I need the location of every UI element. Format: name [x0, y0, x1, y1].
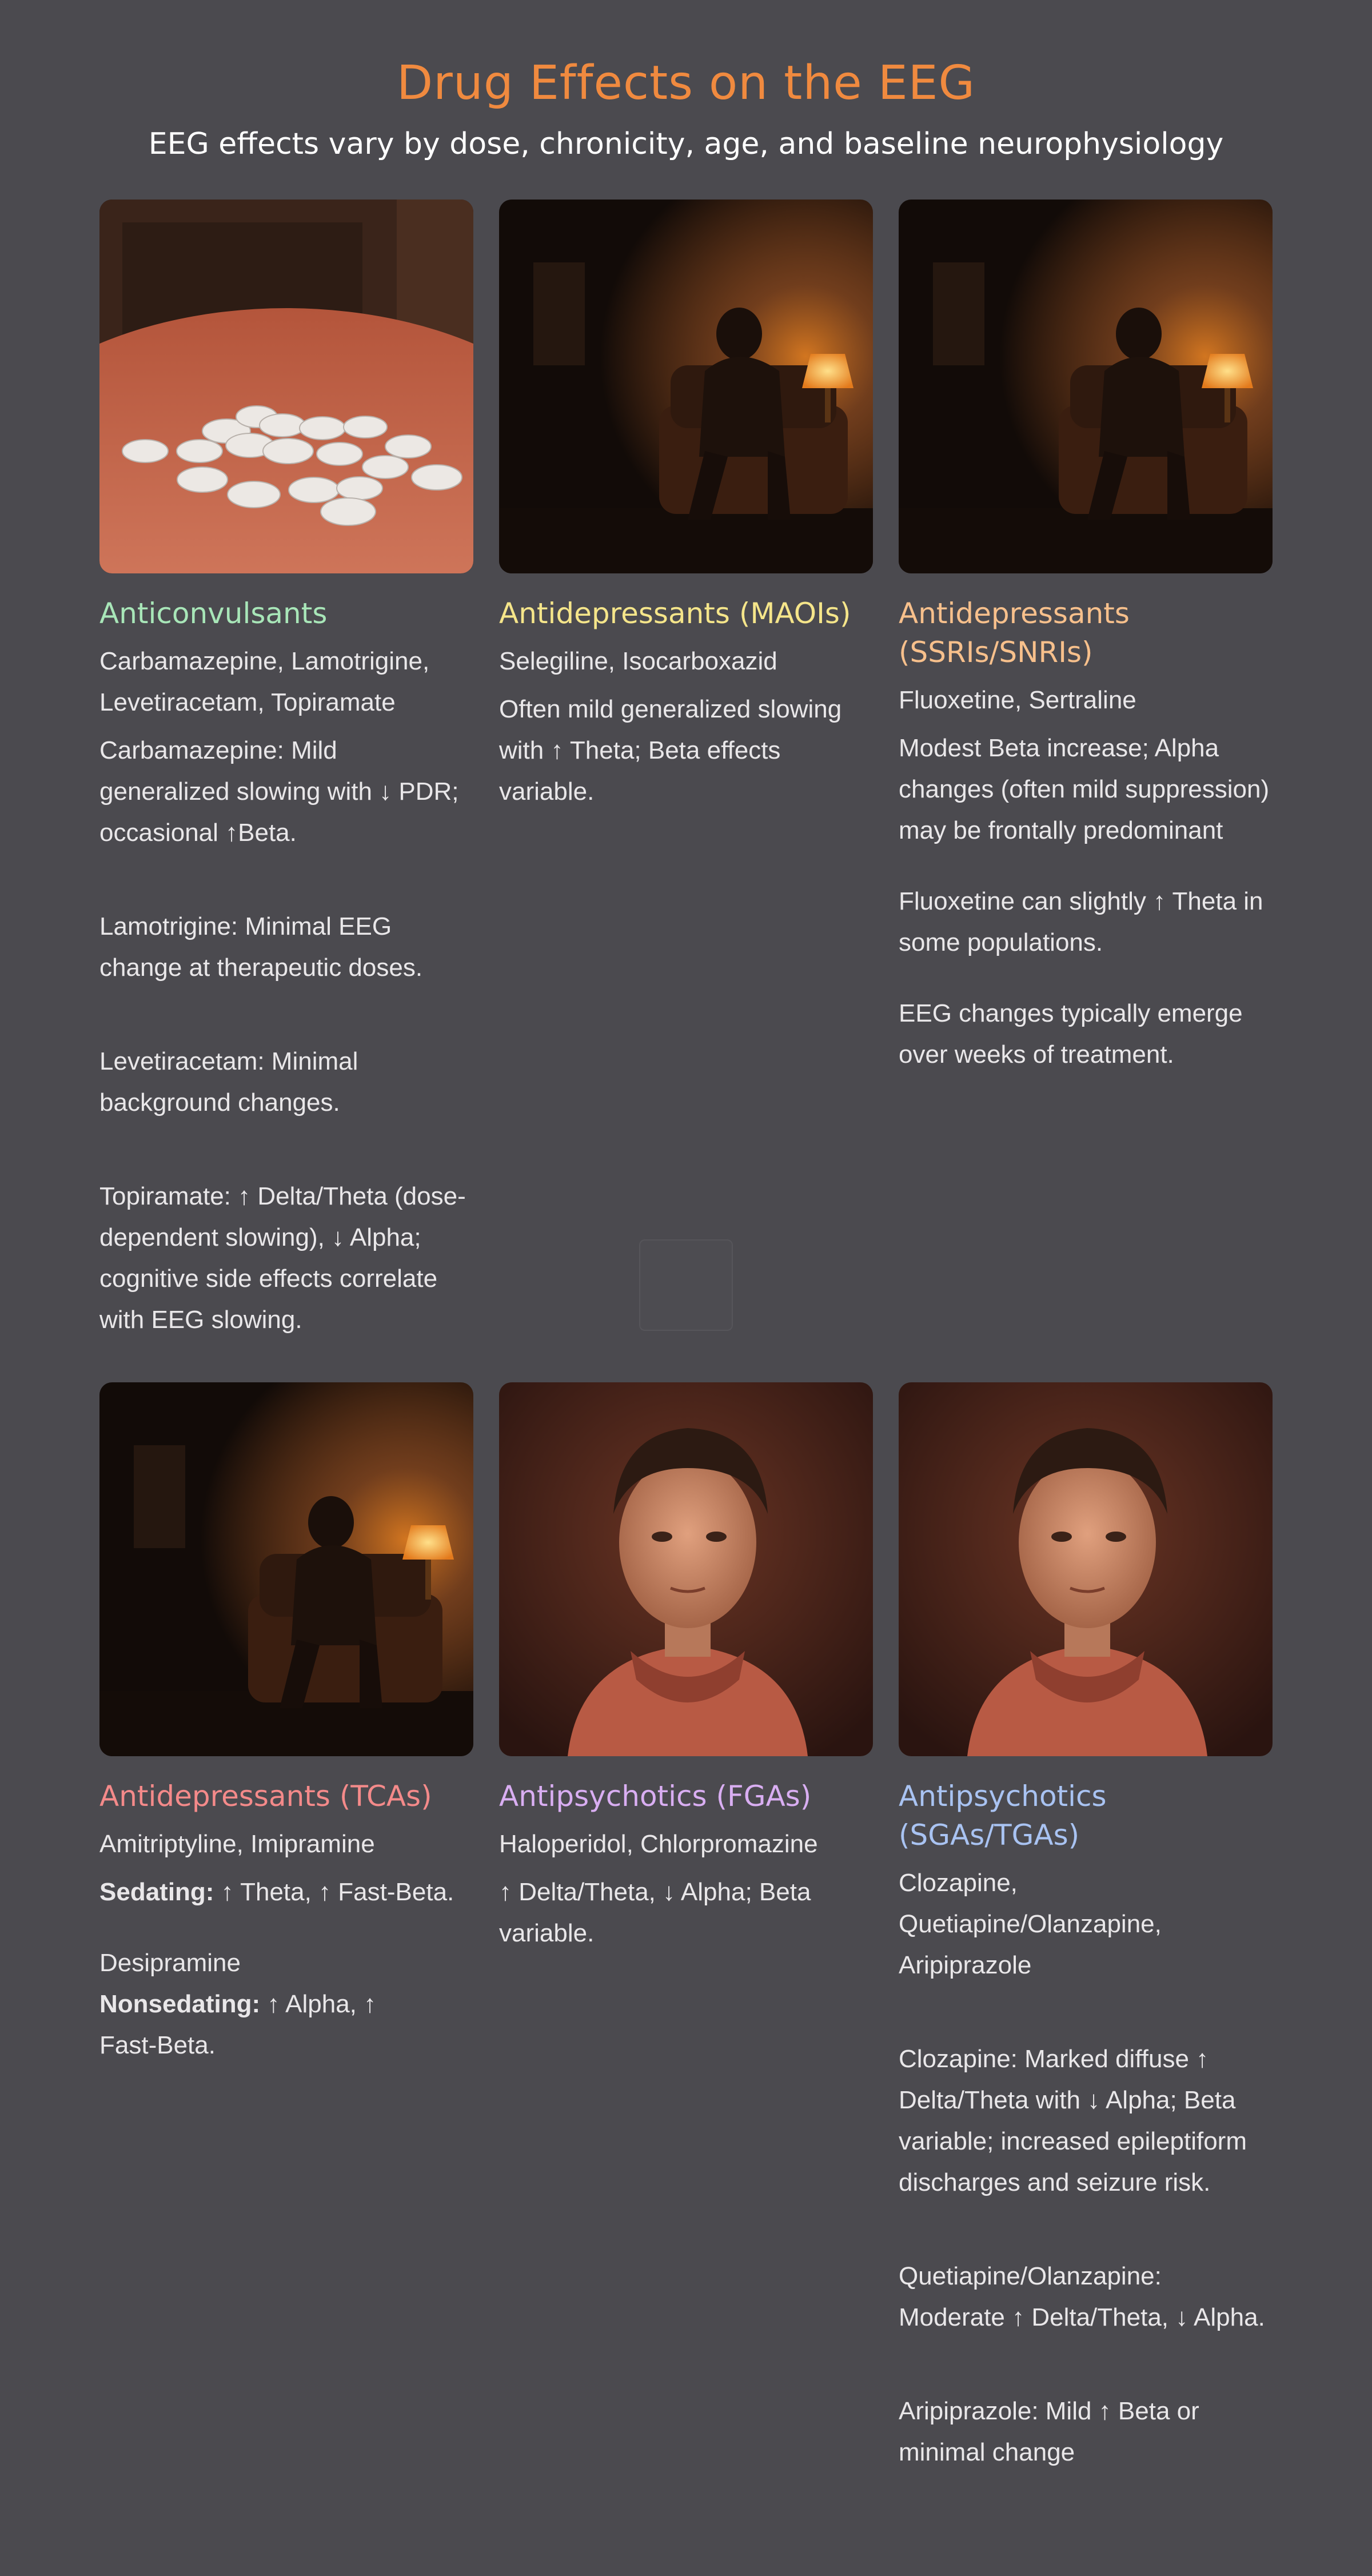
effects-description — [499, 1872, 873, 1954]
drug-list: Carbamazepine, Lamotrigine, Levetiracetam, Topiramate — [99, 647, 430, 716]
card-maois — [499, 200, 873, 812]
card-title: Antidepressants (SSRIs/SNRIs) — [899, 597, 1130, 669]
nonsedating-label: Nonsedating: — [99, 1990, 261, 2018]
sedating-label: Sedating: — [99, 1878, 214, 1906]
sedating-text: ↑ Theta, ↑ Fast-Beta. — [214, 1878, 454, 1906]
effects-description — [99, 1872, 473, 2066]
effects-description — [899, 728, 1273, 1075]
effect-paragraph: Levetiracetam: Minimal background changes. — [99, 1047, 358, 1116]
effects-description — [899, 2039, 1273, 2473]
card-anticonvulsants — [99, 200, 473, 1341]
card-title: Anticonvulsants — [99, 597, 328, 630]
drug-list: Selegiline, Isocarboxazid — [499, 647, 777, 675]
sedating-effect — [99, 1872, 473, 1913]
pills-on-table-image — [99, 200, 473, 573]
drug-list: Fluoxetine, Sertraline — [899, 686, 1136, 714]
effect-paragraph: Often mild generalized slowing with ↑ Theta; Beta effects variable. — [499, 695, 842, 806]
drug-list: Clozapine, Quetiapine/Olanzapine, Aripiprazole — [899, 1869, 1162, 1979]
drug-list: Haloperidol, Chlorpromazine — [499, 1830, 818, 1858]
card-title: Antidepressants (TCAs) — [99, 1780, 432, 1813]
drug-list: Amitriptyline, Imipramine — [99, 1830, 375, 1858]
effect-paragraph: Carbamazepine: Mild generalized slowing with ↓ PDR; occasional ↑Beta. — [99, 736, 459, 847]
card-fgas — [499, 1382, 873, 1954]
effect-paragraph: Quetiapine/Olanzapine: Moderate ↑ Delta/Theta, ↓ Alpha. — [899, 2262, 1265, 2331]
man-on-couch-image — [899, 200, 1273, 573]
effect-paragraph: ↑ Delta/Theta, ↓ Alpha; Beta variable. — [499, 1878, 811, 1947]
nonsedating-effect — [99, 1984, 397, 2066]
card-title: Antipsychotics (FGAs) — [499, 1780, 812, 1813]
effect-paragraph: Modest Beta increase; Alpha changes (often mild suppression) may be frontally predominant — [899, 734, 1270, 844]
effect-paragraph: Fluoxetine can slightly ↑ Theta in some populations. — [899, 887, 1263, 956]
page-subtitle: EEG effects vary by dose, chronicity, age, and baseline neurophysiology — [148, 127, 1224, 161]
effect-paragraph: EEG changes typically emerge over weeks of treatment. — [899, 999, 1243, 1068]
effect-paragraph: Lamotrigine: Minimal EEG change at therapeutic doses. — [99, 912, 423, 982]
effects-description — [499, 689, 873, 812]
card-title: Antidepressants (MAOIs) — [499, 597, 851, 630]
young-man-portrait-image — [499, 1382, 873, 1756]
man-on-couch-image — [99, 1382, 473, 1756]
card-title: Antipsychotics (SGAs/TGAs) — [899, 1780, 1107, 1852]
card-ssris-snris — [899, 200, 1273, 1075]
desipramine-label: Desipramine — [99, 1949, 241, 1977]
watermark-placeholder — [639, 1239, 733, 1331]
young-man-portrait-image — [899, 1382, 1273, 1756]
effects-description — [99, 730, 473, 1341]
nonsedating-text: ↑ Alpha, ↑ Fast-Beta. — [99, 1990, 377, 2059]
effect-paragraph: Clozapine: Marked diffuse ↑ Delta/Theta with ↓ Alpha; Beta variable; increased epileptiform discharges and seizure risk. — [899, 2045, 1247, 2196]
effect-paragraph: Aripiprazole: Mild ↑ Beta or minimal change — [899, 2397, 1199, 2466]
page-title: Drug Effects on the EEG — [397, 56, 975, 110]
card-tcas — [99, 1382, 473, 2066]
card-sgas-tgas — [899, 1382, 1273, 2473]
man-on-couch-image — [499, 200, 873, 573]
effect-paragraph: Topiramate: ↑ Delta/Theta (dose-dependent slowing), ↓ Alpha; cognitive side effects correlate with EEG slowing. — [99, 1182, 466, 1334]
